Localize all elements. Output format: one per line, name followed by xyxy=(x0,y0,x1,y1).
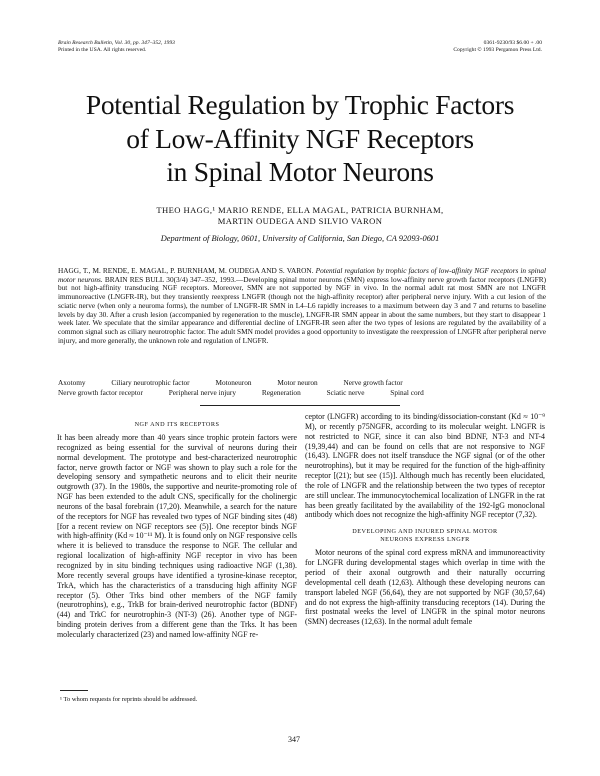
section-heading-line-1: DEVELOPING AND INJURED SPINAL MOTOR xyxy=(352,528,498,536)
authors-line-1: THEO HAGG,¹ MARIO RENDE, ELLA MAGAL, PATRICIA BURNHAM, xyxy=(156,205,444,215)
body-paragraph: It has been already more than 40 years since trophic protein factors were recognized as being essential for the survival of neurons during their normal development. The prototype and best-characterized neurotrophic factor, nerve growth factor or NGF was shown to play such a role for the developing sensory and sympathetic neurons and to elicit their neurite outgrowth (37). In the 1980s, the supportive and neurite-promoting role of NGF has been extended to the adult CNS, specifically for the cholinergic neurons of the basal forebrain (17,20). Meanwhile, a search for the nature of the receptors for NGF has revealed two types of NGF binding sites (48) [for a recent review on NGF receptors see (5)]. One receptor binds NGF with high-affinity (Kd ≈ 10⁻¹¹ M). It is found only on NGF responsive cells where it is believed to transduce the response to NGF. The cellular and regional localization of high-affinity NGF receptor in vivo has been recognized by in situ binding techniques using radioactive NGF (1,38). More recently several groups have identified a tyrosine-kinase receptor, TrkA, which has the characteristics of a transducing high affinity NGF receptor (5). Other Trks bind other members of the NGF family (neurotrophins), e.g., TrkB for brain-derived neurotrophic factor (BDNF) (44) and TrkC for neurotrophin-3 (NT-3) (26). Another type of NGF-binding protein derives from a different gene than the Trks. It has been molecularly characterized (23) and named low-affinity NGF re- xyxy=(57,433,297,639)
section-divider xyxy=(200,405,400,406)
abstract xyxy=(58,267,546,345)
affiliation: Department of Biology, 0601, University of California, San Diego, CA 92093-0601 xyxy=(160,234,440,243)
authors-line-2: MARTIN OUDEGA AND SILVIO VARON xyxy=(217,216,383,226)
keyword: Sciatic nerve xyxy=(326,387,365,397)
author-list xyxy=(0,205,600,227)
journal-header-right xyxy=(453,40,542,53)
keyword: Nerve growth factor xyxy=(343,378,403,387)
abstract-citation-authors: HAGG, T., M. RENDE, E. MAGAL, P. BURNHAM, M. OUDEGA AND S. VARON. xyxy=(58,266,314,275)
paper-title xyxy=(0,88,600,189)
body-paragraph: Motor neurons of the spinal cord express mRNA and immunoreactivity for LNGFR during developmental stages which overlap in time with the period of their axonal outgrowth and their naturally occurring developmental cell death (12,63). Although these developing neurons can transport labeled NGF (56,64), they are not supported by NGF (30,57,64) and do not express the high-affinity transducing receptors (14). During the first postnatal weeks the level of LNGFR in the spinal motor neurons (SMN) decreases (12,63). In the normal adult female xyxy=(305,548,545,627)
footnote: ¹ To whom requests for reprints should be addressed. xyxy=(60,696,198,703)
keyword: Nerve growth factor receptor xyxy=(58,387,143,397)
keyword: Regeneration xyxy=(261,387,301,397)
keyword: Peripheral nerve injury xyxy=(168,387,236,397)
keyword: Motoneuron xyxy=(215,378,252,387)
section-heading: NGF AND ITS RECEPTORS xyxy=(134,421,220,428)
title-line-3: in Spinal Motor Neurons xyxy=(166,156,434,187)
abstract-citation-title: Potential regulation by trophic factors of low-affinity NGF receptors in spinal motor neurons. xyxy=(58,266,546,284)
section-heading xyxy=(305,528,545,544)
keyword: Ciliary neurotrophic factor xyxy=(111,378,190,387)
keyword: Spinal cord xyxy=(390,387,424,397)
abstract-citation-journal: BRAIN RES BULL 30(3/4) 347–352, 1993.— xyxy=(104,274,244,284)
abstract-body: Developing spinal motor neurons (SMN) express low-affinity nerve growth factor receptors (LNGFR) but not high-affinity transducing NGF receptors. Moreover, SMN are not supported by NGF in vivo. In the normal adult rat most SMN are not LNGFR immunoreactive (LNGFR-IR), but they transiently reexpress LNGFR (though not the high-affinity receptor) after peripheral nerve injury. With a cut lesion of the sciatic nerve (when only a neuroma forms), the number of LNGFR-IR SMN in L4–L6 rapidly increases to a maximum between day 3 and 7 and returns to baseline levels by day 30. After a crush lesion (accompanied by regeneration to the muscle), LNGFR-IR SMN appear in about the same numbers, but they start to disappear 1 week later. We speculate that the similar appearance and differential decline of LNGFR-IR seen after the two types of lesions are regulated by the availability of a common signal such as ciliary neurotrophic factor. The adult SMN model provides a good opportunity to investigate the reexpression of LNGFR after peripheral nerve injury, and more generally, the unknown role and regulation of LNGFR. xyxy=(58,274,547,345)
title-line-1: Potential Regulation by Trophic Factors xyxy=(85,89,515,120)
left-column xyxy=(57,421,297,640)
copyright-notice: Copyright © 1993 Pergamon Press Ltd. xyxy=(453,46,542,53)
printed-notice: Printed in the USA. All rights reserved. xyxy=(58,46,147,53)
issn-price: 0361-9230/93 $6.00 + .00 xyxy=(483,40,542,46)
keyword: Axotomy xyxy=(58,378,86,387)
page-number: 347 xyxy=(288,735,300,744)
footnote-divider xyxy=(60,690,88,691)
right-column xyxy=(305,412,545,627)
keyword: Motor neuron xyxy=(277,378,318,387)
body-paragraph: ceptor (LNGFR) according to its binding/dissociation-constant (Kd ≈ 10⁻⁹ M), or recently p75NGFR, according to its molecular weight. LNGFR is not restricted to NGF, since it can also bind BDNF, NT-3 and NT-4 (19,39,44) and can be found on cells that are not responsive to NGF (16,43). LNGFR does not itself transduce the NGF signal (or of the other neurotrophins), but it may be required for the function of the high-affinity receptor [(21); but see (15)]. Although much has recently been elucidated, the role of LNGFR and the relationship between the two types of receptor are still unclear. The immunocytochemical localization of LNGFR in the rat has been greatly facilitated by the availability of the 192-IgG monoclonal antibody which does not recognize the high-affinity NGF receptor (7,32). xyxy=(305,412,545,520)
keywords xyxy=(58,378,546,397)
journal-header-left xyxy=(58,40,175,53)
section-heading-line-2: NEURONS EXPRESS LNGFR xyxy=(380,536,470,544)
title-line-2: of Low-Affinity NGF Receptors xyxy=(126,122,474,154)
journal-citation: Brain Research Bulletin, Vol. 30, pp. 347–352, 1993 xyxy=(58,40,175,46)
